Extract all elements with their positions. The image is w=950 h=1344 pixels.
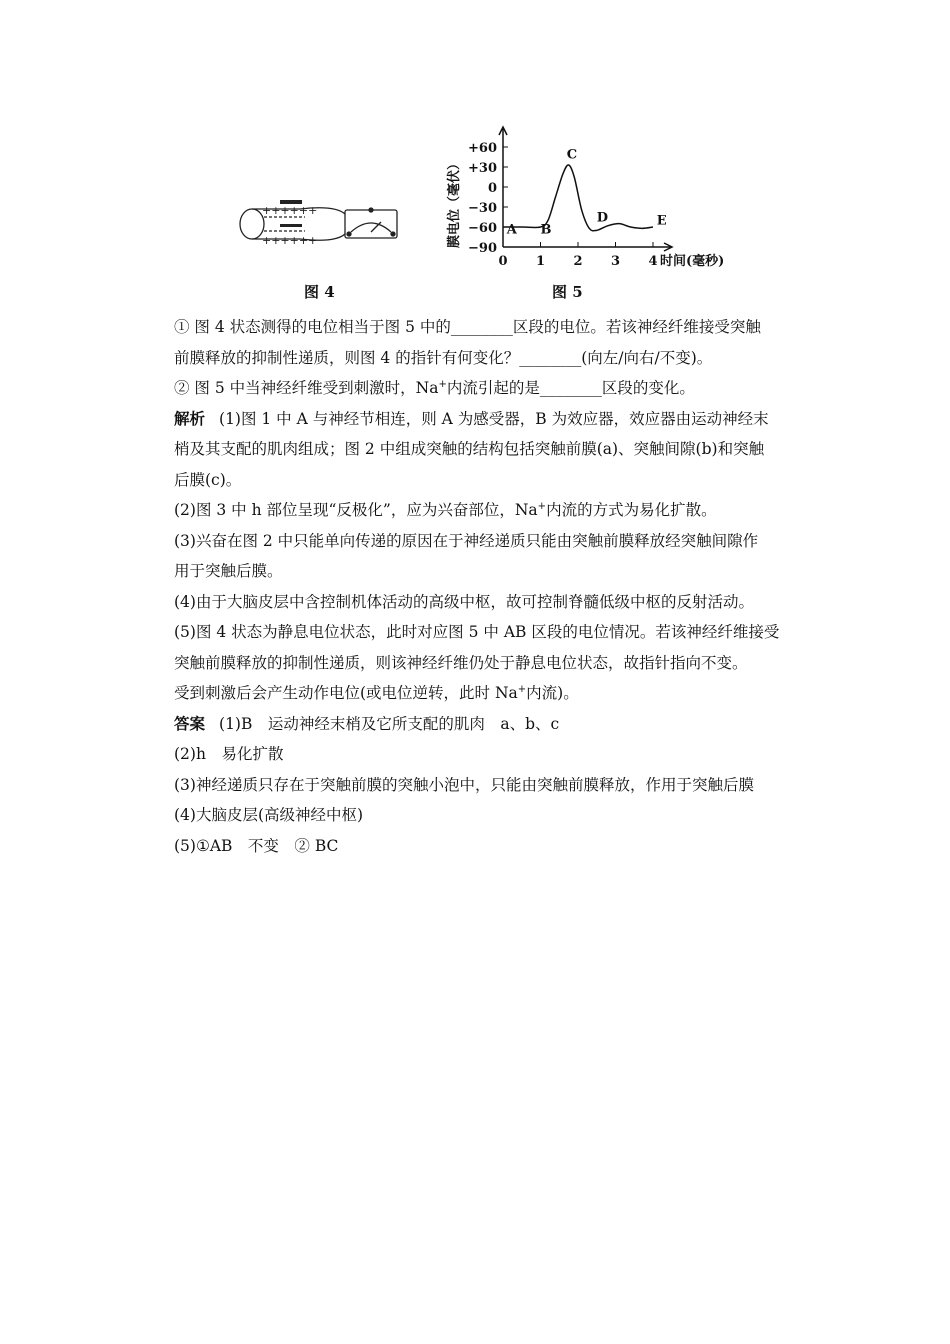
curve-point-label: B bbox=[540, 222, 552, 238]
text-line bbox=[174, 465, 804, 496]
plus-signs-bottom: ++++++ bbox=[262, 234, 318, 247]
text-run: (5)图 4 状态为静息电位状态，此时对应图 5 中 AB 区段的电位情况。若该神经纤维接受 bbox=[174, 623, 780, 641]
text-run: (4)由于大脑皮层中含控制机体活动的高级中枢，故可控制脊髓低级中枢的反射活动。 bbox=[174, 592, 754, 611]
text-line bbox=[174, 404, 804, 435]
text-line bbox=[174, 343, 804, 374]
curve-point-label: D bbox=[596, 210, 609, 226]
y-tick-label: −90 bbox=[468, 241, 497, 256]
text-line bbox=[174, 709, 804, 740]
y-tick-label: −60 bbox=[468, 221, 497, 236]
y-tick-label: 0 bbox=[487, 181, 497, 196]
x-axis-label: 时间(毫秒) bbox=[660, 254, 725, 269]
text-run: (1)图 1 中 A 与神经节相连，则 A 为感受器，B 为效应器，效应器由运动神经末 bbox=[219, 409, 769, 428]
text-run: (2)图 3 中 h 部位呈现“反极化”，应为兴奋部位，Na bbox=[174, 501, 538, 519]
text-run: 梢及其支配的肌肉组成；图 2 中组成突触的结构包括突触前膜(a)、突触间隙(b)和突触 bbox=[174, 440, 765, 458]
text-line bbox=[174, 800, 804, 831]
text-line bbox=[174, 831, 804, 862]
x-tick-label: 1 bbox=[535, 254, 546, 269]
text-run: 突触前膜释放的抑制性递质，则该神经纤维仍处于静息电位状态，故指针指向不变。 bbox=[174, 653, 748, 672]
plus-signs-top: ++++++ bbox=[262, 204, 318, 217]
text-run: ① 图 4 状态测得的电位相当于图 5 中的________区段的电位。若该神经纤维接受突触 bbox=[174, 318, 761, 336]
curve-point-label: A bbox=[506, 222, 517, 238]
text-line bbox=[174, 739, 804, 770]
text-line bbox=[174, 556, 804, 587]
figures-area bbox=[0, 0, 950, 310]
text-run: ② 图 5 中当神经纤维受到刺激时，Na bbox=[174, 379, 439, 397]
text-line bbox=[174, 312, 804, 343]
curve-point-label: C bbox=[566, 147, 578, 163]
text-run: (3)神经递质只存在于突触前膜的突触小泡中，只能由突触前膜释放，作用于突触后膜 bbox=[174, 775, 754, 794]
y-tick-label: +60 bbox=[468, 141, 497, 156]
text-run: 前膜释放的抑制性递质，则图 4 的指针有何变化？________(向左/向右/不变)。 bbox=[174, 348, 713, 367]
figure-5-chart bbox=[0, 0, 950, 310]
text-run: 受到刺激后会产生动作电位(或电位逆转，此时 Na bbox=[174, 684, 518, 702]
text-run: (1)B 运动神经末梢及它所支配的肌肉 a、b、c bbox=[219, 714, 560, 733]
text-run: 后膜(c)。 bbox=[174, 470, 242, 489]
section-label: 答案 bbox=[174, 713, 206, 733]
text-run: (2)h 易化扩散 bbox=[174, 745, 284, 763]
y-tick-label: +30 bbox=[468, 161, 497, 176]
y-tick-label: −30 bbox=[468, 201, 497, 216]
text-run: 内流的方式为易化扩散。 bbox=[546, 501, 717, 519]
potential-curve bbox=[503, 165, 653, 231]
y-axis-label: 膜电位（毫伏） bbox=[447, 156, 462, 248]
x-tick-label: 2 bbox=[573, 254, 583, 269]
text-line bbox=[174, 648, 804, 679]
superscript: + bbox=[537, 500, 547, 512]
text-line bbox=[174, 678, 804, 709]
text-line bbox=[174, 495, 804, 526]
figure-4-caption: 图 4 bbox=[304, 283, 335, 301]
text-run: 用于突触后膜。 bbox=[174, 562, 283, 580]
text-line bbox=[174, 617, 804, 648]
section-label: 解析 bbox=[174, 408, 206, 428]
text-block bbox=[174, 312, 804, 861]
x-tick-label: 0 bbox=[498, 254, 508, 269]
text-run: (4)大脑皮层(高级神经中枢) bbox=[174, 806, 364, 824]
text-run: (3)兴奋在图 2 中只能单向传递的原因在于神经递质只能由突触前膜释放经突触间隙作 bbox=[174, 531, 759, 550]
text-run: 内流)。 bbox=[526, 684, 579, 702]
curve-point-label: E bbox=[656, 213, 667, 229]
text-run: 内流引起的是________区段的变化。 bbox=[446, 379, 695, 397]
text-line bbox=[174, 434, 804, 465]
x-tick-label: 4 bbox=[648, 254, 658, 269]
superscript: + bbox=[517, 683, 527, 695]
text-line bbox=[174, 587, 804, 618]
text-line bbox=[174, 373, 804, 404]
text-run: (5)①AB 不变 ② BC bbox=[174, 836, 339, 855]
superscript: + bbox=[438, 378, 447, 390]
x-tick-label: 3 bbox=[610, 254, 621, 269]
text-line bbox=[174, 526, 804, 557]
text-line bbox=[174, 770, 804, 801]
figure-5-caption: 图 5 bbox=[552, 283, 583, 301]
